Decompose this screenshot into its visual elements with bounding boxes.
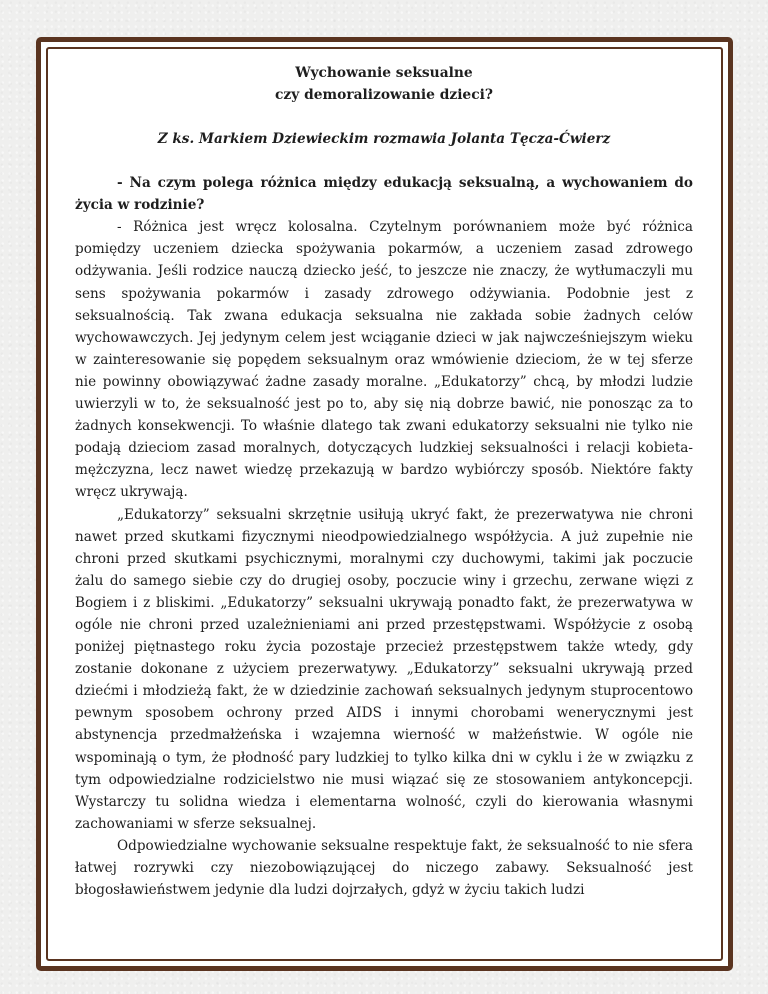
paragraph-2: „Edukatorzy” seksualni skrzętnie usiłują ukryć fakt, że prezerwatywa nie chroni nawet przed skutkami fizycznymi nieodpowiedzialnego współżycia. A już zupełnie nie chroni przed skutkami psychicznymi, moralnymi czy duchowymi, takimi jak poczucie żalu do samego siebie czy do drugiej osoby, poczucie winy i grzechu, zerwane więzi z Bogiem i z bliskimi. „Edukatorzy” seksualni ukrywają ponadto fakt, że prezerwatywa w ogóle nie chroni przed uzależnieniami ani przed przestępstwami. Współżycie z osobą poniżej piętnastego roku życia pozostaje przecież przestępstwem także wtedy, gdy zostanie dokonane z użyciem prezerwatywy. „Edukatorzy” seksualni ukrywają przed dziećmi i młodzieżą fakt, że w dziedzinie zachowań seksualnych jedynym stuprocentowo pewnym sposobem ochrony przed AIDS i innymi chorobami wenerycznymi jest abstynencja przedmałżeńska i wzajemna wierność w małżeństwie. W ogóle nie wspominają o tym, że płodność pary ludzkiej to tylko kilka dni w cyklu i że w związku z tym odpowiedzialne rodzicielstwo nie musi wiązać się ze stosowaniem antykoncepcji. Wystarczy tu solidna wiedza i elementarna wolność, czyli do kierowania własnymi zachowaniami w sferze seksualnej. <box>75 506 693 832</box>
article-title <box>75 62 693 106</box>
article-title-line2: czy demoralizowanie dzieci? <box>275 87 493 103</box>
paragraph-3: Odpowiedzialne wychowanie seksualne respektuje fakt, że seksualność to nie sfera łatwej rozrywki czy niezobowiązującej do niczego zabawy. Seksualność jest błogosławieństwem jedynie dla ludzi dojrzałych, gdyż w życiu takich ludzi <box>75 837 693 899</box>
article-body <box>75 62 693 901</box>
article-title-line1: Wychowanie seksualne <box>295 65 473 81</box>
interview-question: - Na czym polega różnica między edukacją seksualną, a wychowaniem do życia w rodzinie? <box>75 175 693 214</box>
article-byline: Z ks. Markiem Dziewieckim rozmawia Jolanta Tęcza-Ćwierz <box>157 131 611 147</box>
paragraph-1: - Różnica jest wręcz kolosalna. Czytelnym porównaniem może być różnica pomiędzy uczeniem dziecka spożywania pokarmów, a uczeniem zasad zdrowego odżywania. Jeśli rodzice nauczą dziecko jeść, to jeszcze nie znaczy, że wytłumaczyli mu sens spożywania pokarmów i zasady zdrowego odżywiania. Podobnie jest z seksualnością. Tak zwana edukacja seksualna nie zakłada sobie żadnych celów wychowawczych. Jej jedynym celem jest wciąganie dzieci w jak najwcześniejszym wieku w zainteresowanie się popędem seksualnym oraz wmówienie dzieciom, że w tej sferze nie powinny obowiązywać żadne zasady moralne. „Edukatorzy” chcą, by młodzi ludzie uwierzyli w to, że seksualność jest po to, aby się nią dobrze bawić, nie ponosząc za to żadnych konsekwencji. To właśnie dlatego tak zwani edukatorzy seksualni nie tylko nie podają dzieciom zasad moralnych, dotyczących ludzkiej seksualności i relacji kobieta-mężczyzna, lecz nawet wiedzę przekazują w bardzo wybiórczy sposób. Niektóre fakty wręcz ukrywają. <box>75 219 693 501</box>
